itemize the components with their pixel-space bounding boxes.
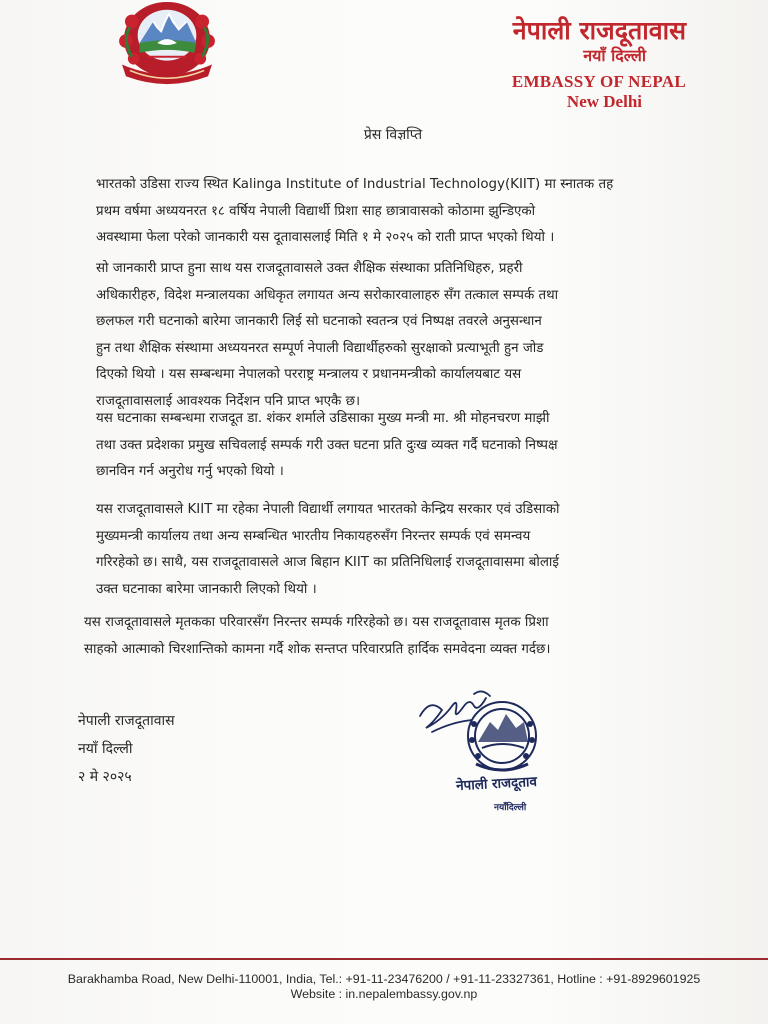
- embassy-name-english: EMBASSY OF NEPAL: [511, 72, 686, 91]
- footer-address: Barakhamba Road, New Delhi-110001, India, Tel.: +91-11-23476200 / +91-11-23327361, Hotline : +91-8929601925: [67, 972, 701, 986]
- paragraph-line: मुख्यमन्त्री कार्यालय तथा अन्य सम्बन्धित भारतीय निकायहरुसँग निरन्तर सम्पर्क एवं समन्वय: [96, 528, 531, 544]
- paragraph-4: [96, 497, 706, 603]
- paragraph-5: [84, 610, 704, 663]
- letter-footer: [0, 972, 768, 1002]
- signoff-embassy: नेपाली राजदूतावास: [78, 713, 175, 729]
- paragraph-line: अवस्थामा फेला परेको जानकारी यस दूतावासलाई मिति १ मे २०२५ को राती प्राप्त भएको थियो ।: [96, 230, 555, 245]
- paragraph-line: छानविन गर्न अनुरोध गर्नु भएको थियो ।: [96, 464, 284, 479]
- signoff-city: नयाँ दिल्ली: [78, 741, 133, 757]
- footer-divider: [0, 958, 768, 960]
- paragraph-line: यस राजदूतावासले KIIT मा रहेका नेपाली विद्यार्थी लगायत भारतको केन्द्रिय सरकार एवं उडिसाको: [96, 502, 560, 517]
- emblem-icon: [108, 0, 226, 88]
- paragraph-1: [96, 172, 706, 252]
- embassy-city-english: New Delhi: [566, 92, 642, 111]
- paragraph-line: तथा उक्त प्रदेशका प्रमुख सचिवलाई सम्पर्क गरी उक्त घटना प्रति दुःख व्यक्त गर्दै घटनाको निष्पक्ष: [96, 437, 558, 453]
- paragraph-3: [96, 406, 706, 486]
- press-release-title: प्रेस विज्ञप्ति: [363, 127, 423, 143]
- signoff-date: २ मे २०२५: [78, 769, 132, 785]
- paragraph-line: साहको आत्माको चिरशान्तिको कामना गर्दै शोक सन्तप्त परिवारप्रति हार्दिक समवेदना व्यक्त गर्दछ।: [84, 641, 551, 657]
- embassy-seal-stamp-icon: [412, 676, 562, 826]
- paragraph-line: राजदूतावासलाई आवश्यक निर्देशन पनि प्राप्त भएकै छ।: [96, 393, 361, 409]
- paragraph-line: छलफल गरी घटनाको बारेमा जानकारी लिई सो घटनाको स्वतन्त्र एवं निष्पक्ष तवरले अनुसन्धान: [96, 314, 542, 329]
- nepal-coat-of-arms-emblem: [108, 0, 226, 88]
- paragraph-line: प्रथम वर्षमा अध्ययनरत १८ वर्षिय नेपाली विद्यार्थी प्रिशा साह छात्रावासको कोठामा झुन्डिएको: [96, 203, 536, 219]
- paragraph-line: गरिरहेको छ। साथै, यस राजदूतावासले आज बिहान KIIT का प्रतिनिधिलाई राजदूतावासमा बोलाई: [96, 555, 559, 570]
- footer-website: Website : in.nepalembassy.gov.np: [290, 987, 478, 1001]
- seal-label: नेपाली राजदूताव: [455, 773, 538, 795]
- paragraph-line: हुन तथा शैक्षिक संस्थामा अध्ययनरत सम्पूर्ण नेपाली विद्यार्थीहरुको सुरक्षाको प्रत्याभूती हुन जोड: [96, 340, 544, 356]
- embassy-name-nepali: नेपाली राजदूतावास: [512, 16, 686, 45]
- seal-city: नयाँदिल्ली: [494, 803, 527, 813]
- paragraph-line: अधिकारीहरु, विदेश मन्त्रालयका अधिकृत लगायत अन्य सरोकारवालाहरु सँग तत्काल सम्पर्क तथा: [96, 287, 559, 303]
- paragraph-line: उक्त घटनाका बारेमा जानकारी लिएको थियो ।: [96, 581, 317, 597]
- seal-and-signature: [412, 676, 562, 826]
- embassy-letterhead: [512, 16, 686, 112]
- paragraph-line: भारतको उडिसा राज्य स्थित Kalinga Institute of Industrial Technology(KIIT) मा स्नातक तह: [96, 177, 614, 192]
- embassy-city-nepali: नयाँ दिल्ली: [583, 46, 646, 65]
- signoff-block: [78, 707, 175, 791]
- paragraph-line: सो जानकारी प्राप्त हुना साथ यस राजदूतावासले उक्त शैक्षिक संस्थाका प्रतिनिधिहरु, प्रहरी: [96, 261, 523, 276]
- paragraph-line: यस घटनाका सम्बन्धमा राजदूत डा. शंकर शर्माले उडिसाका मुख्य मन्त्री मा. श्री मोहनचरण माझी: [96, 411, 550, 426]
- paragraph-line: यस राजदूतावासले मृतकका परिवारसँग निरन्तर सम्पर्क गरिरहेको छ। यस राजदूतावास मृतक प्रिशा: [84, 615, 549, 630]
- paragraph-2: [96, 256, 706, 415]
- paragraph-line: दिएको थियो । यस सम्बन्धमा नेपालको परराष्ट्र मन्त्रालय र प्रधानमन्त्रीको कार्यालयबाट यस: [96, 367, 522, 382]
